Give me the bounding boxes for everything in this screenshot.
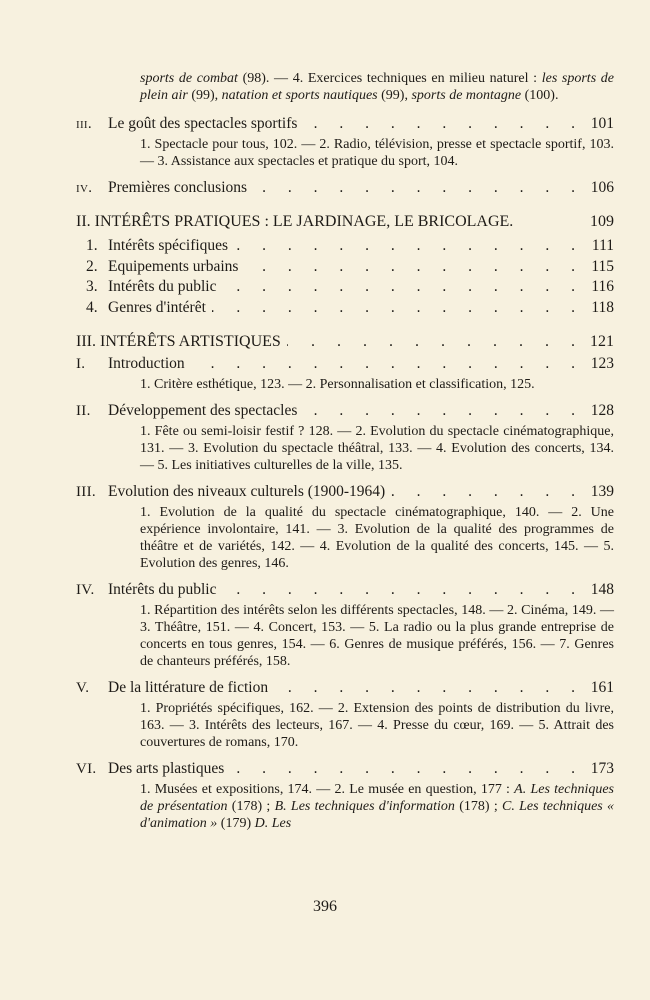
entry-number: 2. [86,257,98,275]
entry-page: 139 [590,483,614,500]
toc-entry [76,178,614,198]
entry-number: iv. [76,180,93,196]
toc-entry [86,257,614,278]
entry-number: III. [76,484,96,500]
entry-number: I. [76,356,86,372]
section-page: 109 [590,213,614,230]
dot-leader [191,354,584,374]
toc-entry [86,236,614,257]
section-title: II. INTÉRÊTS PRATIQUES : LE JARDINAGE, LE BRICOLAGE. [76,213,514,230]
section-heading [76,332,614,352]
entry-page: 106 [590,179,614,196]
toc-entry [76,401,614,421]
dot-leader [287,332,584,352]
entry-subtopics: 1. Répartition des intérêts selon les différents spectacles, 148. — 2. Cinéma, 149. — 3. Théâtre, 151. — 4. Concert, 153. — 5. La radio ou la plus grande entreprise de concerts en tous genres, 154. — 6. Genres de musique préférés, 156. — 7. Genres de chanteurs préférés, 158. [140,603,614,669]
section-page: 121 [590,333,614,350]
entry-title: Introduction [108,355,185,372]
dot-leader [222,277,584,298]
dot-leader [234,236,584,257]
entry-page: 111 [591,237,614,254]
toc-entry [76,482,614,502]
entry-page: 123 [590,355,614,372]
entry-subtopics: 1. Spectacle pour tous, 102. — 2. Radio, télévision, presse et spectacle sportif, 103. — 3. Assistance aux spectacles et pratique du sport, 104. [140,137,614,169]
continued-subentries: sports de combat (98). — 4. Exercices techniques en milieu naturel : les sports de plein air (99), natation et sports nautiques (99), sports de montagne (100). [140,71,614,103]
section-list [86,236,614,318]
dot-leader [212,298,584,319]
section-heading [76,212,614,232]
entry-title: Evolution des niveaux culturels (1900-1964) [108,483,386,500]
dot-leader [391,482,584,502]
toc-entry [76,678,614,698]
entry-number: II. [76,403,91,419]
entry-subtopics: 1. Propriétés spécifiques, 162. — 2. Extension des points de distribution du livre, 163. — 3. Intérêts des lecteurs, 167. — 4. Presse du cœur, 169. — 5. Attrait des couvertures de romans, 170. [140,701,614,750]
entry-number: IV. [76,582,95,598]
dot-leader [303,114,584,134]
toc-entry [86,277,614,298]
entry-page: 161 [590,679,614,696]
dot-leader [230,759,584,779]
entry-title: Intérêts du public [108,278,217,295]
dot-leader [253,178,584,198]
entry-title: Développement des spectacles [108,402,298,419]
dot-leader [244,257,584,278]
entry-title: Genres d'intérêt [108,298,206,316]
entry-page: 148 [590,581,614,598]
entry-page: 101 [590,115,614,132]
page-number: 396 [313,898,337,915]
entry-title: Des arts plastiques [108,760,225,777]
table-of-contents [76,70,615,840]
entry-title: Equipements urbains [108,257,239,275]
entry-title: Premières conclusions [108,179,248,196]
toc-entry [76,759,614,779]
entry-subtopics: 1. Fête ou semi-loisir festif ? 128. — 2. Evolution du spectacle cinématographique, 131. — 3. Evolution du spectacle théâtral, 133. — 4. Evolution des concerts, 134. — 5. Les initiatives culturelles de la ville, 135. [140,424,614,473]
entry-number: V. [76,680,90,696]
entry-number: iii. [76,116,92,132]
entry-title: De la littérature de fiction [108,679,269,696]
entry-page: 115 [591,257,614,275]
entry-page: 173 [590,760,614,777]
dot-leader [274,678,584,698]
toc-entry [76,354,614,374]
toc-entry [76,580,614,600]
entry-number: VI. [76,761,97,777]
entry-title: Le goût des spectacles sportifs [108,115,298,132]
entry-subtopics: 1. Musées et expositions, 174. — 2. Le musée en question, 177 : A. Les techniques de présentation (178) ; B. Les techniques d'information (178) ; C. Les techniques « d'animation » (179) D. Les [140,782,615,831]
entry-subtopics: 1. Critère esthétique, 123. — 2. Personnalisation et classification, 125. [140,377,535,392]
dot-leader [303,401,584,421]
dot-leader [222,580,584,600]
toc-entry [76,114,614,134]
entry-subtopics: 1. Evolution de la qualité du spectacle cinématographique, 140. — 2. Une expérience involontaire, 141. — 3. Evolution de la qualité des programmes de théâtre et de variétés, 142. — 4. Evolution de la qualité des concerts, 145. — 5. Evolution des genres, 146. [140,505,614,571]
entry-page: 118 [591,298,614,316]
section-title: III. INTÉRÊTS ARTISTIQUES [76,333,281,350]
entry-page: 128 [590,402,614,419]
entry-title: Intérêts du public [108,581,217,598]
toc-entry [86,298,614,319]
entry-number: 3. [86,278,98,295]
entry-title: Intérêts spécifiques [108,237,229,254]
entry-number: 4. [86,298,98,316]
entry-page: 116 [591,278,614,295]
entry-number: 1. [86,237,98,254]
